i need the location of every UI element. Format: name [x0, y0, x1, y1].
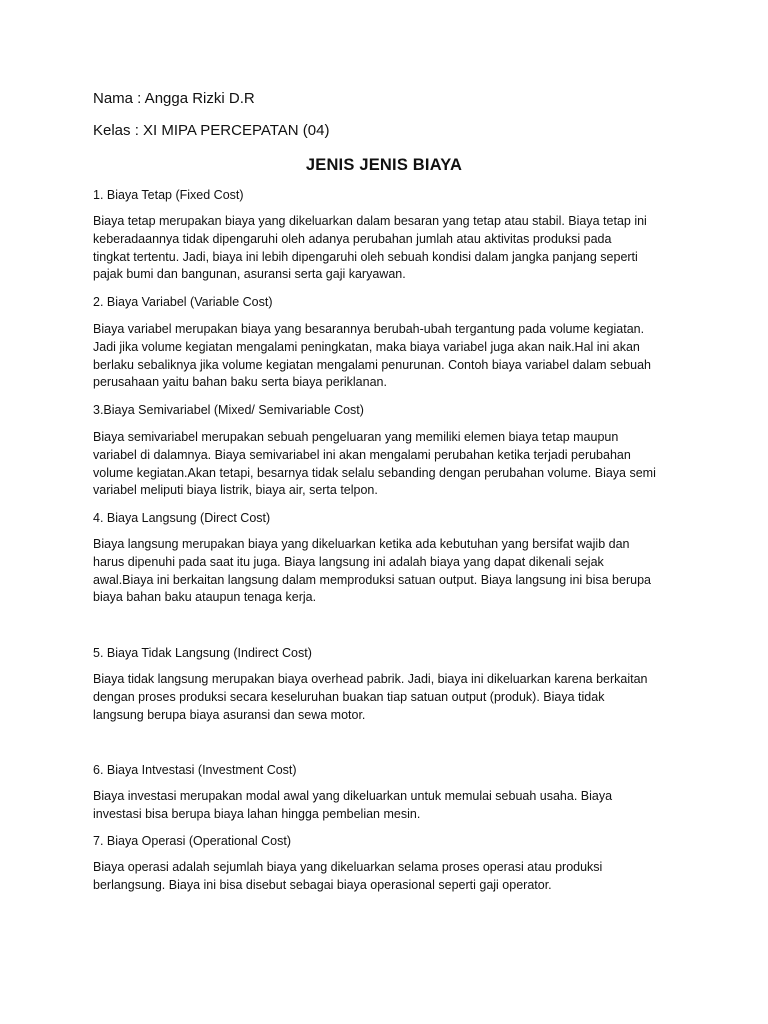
paragraph-line: Biaya langsung merupakan biaya yang dikeluarkan ketika ada kebutuhan yang bersifat wajib dan [93, 537, 630, 551]
section-paragraph-semivariable-cost [93, 429, 683, 500]
paragraph-line: volume kegiatan.Akan tetapi, besarnya tidak selalu sebanding dengan perubahan volume. Biaya semi [93, 465, 656, 480]
paragraph-line: Jadi jika volume kegiatan mengalami peningkatan, maka biaya variabel juga akan naik.Hal ini akan [93, 339, 640, 354]
paragraph-line: Biaya operasi adalah sejumlah biaya yang dikeluarkan selama proses operasi atau produksi [93, 860, 603, 874]
section-paragraph-indirect-cost [93, 671, 683, 724]
paragraph-line: keberadaannya tidak dipengaruhi oleh adanya perubahan jumlah atau aktivitas produksi pada [93, 231, 612, 246]
paragraph-line: variabel meliputi biaya listrik, biaya air, serta telpon. [93, 483, 378, 498]
paragraph-line: awal.Biaya ini berkaitan langsung dalam memproduksi satuan output. Biaya langsung ini bisa berupa [93, 572, 651, 587]
section-paragraph-direct-cost [93, 536, 683, 607]
document-title: JENIS JENIS BIAYA [305, 156, 463, 174]
paragraph-line: harus dipenuhi pada saat itu juga. Biaya langsung ini adalah biaya yang dapat dikenali sejak [93, 554, 604, 569]
section-heading-fixed-cost: 1. Biaya Tetap (Fixed Cost) [93, 188, 244, 202]
paragraph-line: Biaya semivariabel merupakan sebuah pengeluaran yang memiliki elemen biaya tetap maupun [93, 430, 619, 444]
paragraph-line: berlangsung. Biaya ini bisa disebut sebagai biaya operasional seperti gaji operator. [93, 877, 552, 892]
paragraph-line: Biaya investasi merupakan modal awal yang dikeluarkan untuk memulai sebuah usaha. Biaya [93, 789, 613, 803]
paragraph-line: berlaku sebaliknya jika volume kegiatan mengalami penurunan. Contoh biaya variabel dalam sebuah [93, 357, 651, 372]
paragraph-line: variabel di dalamnya. Biaya semivariabel ini akan mengalami perubahan ketika terjadi perubahan [93, 447, 631, 462]
paragraph-line: Biaya variabel merupakan biaya yang besarannya berubah-ubah tergantung pada volume kegiatan. [93, 322, 645, 336]
paragraph-line: pajak bumi dan bangunan, asuransi serta gaji karyawan. [93, 267, 406, 282]
section-paragraph-investment-cost [93, 788, 683, 824]
section-paragraph-fixed-cost [93, 213, 683, 284]
paragraph-line: Biaya tetap merupakan biaya yang dikeluarkan dalam besaran yang tetap atau stabil. Biaya tetap ini [93, 214, 647, 228]
section-heading-investment-cost: 6. Biaya Intvestasi (Investment Cost) [93, 763, 297, 777]
section-heading-direct-cost: 4. Biaya Langsung (Direct Cost) [93, 511, 271, 525]
section-paragraph-variable-cost [93, 321, 683, 392]
section-paragraph-operational-cost [93, 859, 683, 895]
student-class: Kelas : XI MIPA PERCEPATAN (04) [93, 122, 330, 139]
paragraph-line: investasi bisa berupa biaya lahan hingga pembelian mesin. [93, 806, 421, 821]
section-heading-variable-cost: 2. Biaya Variabel (Variable Cost) [93, 295, 273, 309]
paragraph-line: biaya bahan baku ataupun tenaga kerja. [93, 590, 317, 605]
section-heading-indirect-cost: 5. Biaya Tidak Langsung (Indirect Cost) [93, 646, 312, 660]
paragraph-line: dengan proses produksi secara keseluruhan buakan tiap satuan output (produk). Biaya tidak [93, 689, 605, 704]
section-heading-operational-cost: 7. Biaya Operasi (Operational Cost) [93, 834, 292, 848]
section-heading-semivariable-cost: 3.Biaya Semivariabel (Mixed/ Semivariable Cost) [93, 403, 364, 417]
paragraph-line: langsung berupa biaya asuransi dan sewa motor. [93, 707, 366, 722]
paragraph-line: perusahaan yaitu bahan baku serta biaya periklanan. [93, 375, 387, 390]
student-name: Nama : Angga Rizki D.R [93, 90, 255, 107]
paragraph-line: Biaya tidak langsung merupakan biaya overhead pabrik. Jadi, biaya ini dikeluarkan karena berkaitan [93, 672, 648, 686]
paragraph-line: tingkat tertentu. Jadi, biaya ini lebih dipengaruhi oleh sebuah kondisi dalam jangka panjang seperti [93, 249, 638, 264]
